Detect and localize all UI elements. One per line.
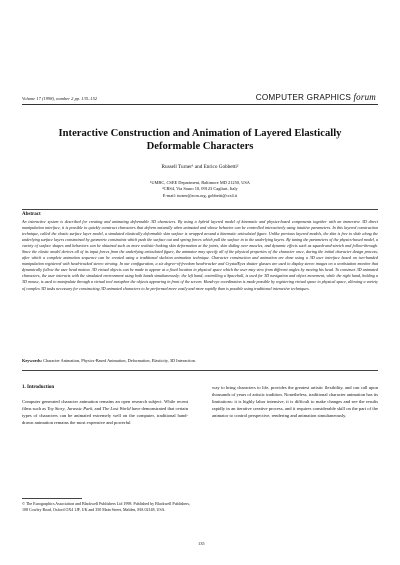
journal-citation: Volume 17 (1998), number 2 pp. 135–152 [22,96,98,101]
journal-name-main: COMPUTER GRAPHICS [255,93,354,102]
film-title-lost-world: The Lost World [102,406,131,412]
author-list: Russell Turner¹ and Enrico Gobbetti² [161,164,239,170]
intro-text-2: , [64,406,67,412]
copyright-footnote: © The Eurographics Association and Blackwell Publishers Ltd 1998. Published by Blackwell Publishers, 108 Cowley Road, Oxford OX4 1JF, UK and 350 Main Street, Malden, MA 02148, USA. [22,501,191,512]
header-rule [22,104,378,105]
intro-paragraph-right: way to bring characters to life, provides the greatest artistic flexibility, and can call upon thousands of years of artistic tradition. Nonetheless, traditional character animation has its limitations: it is highly labor intensive, it is difficult to make changes and see the results rapidly in an iterative creative process, and it requires considerable skill on the part of the animator to control perspective, rendering and animation simultaneously. [212,385,378,419]
section-heading-introduction: 1. Introduction [22,385,55,390]
keywords-text: Character Animation, Physics-Based Animation, Deformation, Elasticity, 3D Interaction. [42,358,196,363]
intro-text-4: have demonstrated that certain types of characters can be animated extremely well on the computer, traditional hand-drawn animation remains the most expensive and powerful [22,406,188,426]
author-emails: E-mail: turner@acm.org, gobbetti@crs4.it [162,192,238,198]
paper-title [30,127,370,153]
journal-name-forum: forum [353,92,376,102]
keywords-label: Keywords: [22,358,43,363]
film-title-jurassic-park: Jurassic Park [66,406,93,412]
abstract-bottom-rule [22,370,378,371]
footnote-rule [22,498,82,499]
page-number: 135 [198,541,205,546]
journal-name [256,92,376,102]
right-column [212,384,378,419]
affiliations [30,180,370,199]
abstract-top-rule [22,209,378,210]
affiliation-1: ¹UMBC, CSEE Department, Baltimore MD 21250, USA [150,180,250,185]
film-title-toy-story: Toy Story [47,406,65,412]
intro-text-1: Computer generated character animation remains an open research subject. While recent films such as [22,399,188,412]
keywords [22,358,378,364]
abstract-body: An interactive system is described for creating and animating deformable 3D characters. By using a hybrid layered model of kinematic and physics-based components together with an immersive 3D direct manipulation interface, it is possible to quickly construct characters that deform naturally when animated and whose behavior can be controlled interactively using intuitive parameters. In this layered construction technique, called the elastic surface layer model, a simulated elastically deformable skin surface is wrapped around a kinematic articulated figure. Unlike previous layered models, the skin is free to slide along the underlying surface layers constrained by geometric constraints which push the surface out and spring forces which pull the surface in to the underlying layers. By tuning the parameters of the physics-based model, a variety of surface shapes and behaviors can be obtained such as more realistic-looking skin deformation at the joints, skin sliding over muscles, and dynamic effects such as squash-and-stretch and follow-through. Since the elastic model derives all of its input forces from the underlying articulated figure, the animator may specify all of the physical properties of the character once, during the initial character design process, after which a complete animation sequence can be created using a traditional skeleton animation technique. Character construction and animation are done using a 3D user interface based on two-handed manipulation registered with head-tracked stereo viewing. In our configuration, a six degree-of-freedom head-tracker and CrystalEyes shutter glasses are used to display stereo images on a workstation monitor that dynamically follow the user head motion. 3D virtual objects can be made to appear at a fixed location in physical space which the user may view from different angles by moving his head. To construct 3D animated characters, the user interacts with the simulated environment using both hands simultaneously: the left hand, controlling a Spaceball, is used for 3D navigation and object movement, while the right hand, holding a 3D mouse, is used to manipulate through a virtual tool metaphor the objects appearing in front of the screen. Hand-eye coordination is made possible by registering virtual space to physical space, allowing a variety of complex 3D tasks necessary for constructing 3D animated characters to be performed more easily and more rapidly than is possible using traditional interactive techniques. [22,219,378,291]
intro-paragraph-left [22,398,188,426]
paper-title-line-2: Deformable Characters [146,141,254,152]
affiliation-2: ²CRS4, Via Sauro 10, 09123 Cagliari, Italy [162,186,238,192]
abstract-heading: Abstract [22,212,41,217]
intro-text-3: , and [92,406,103,412]
paper-title-line-1: Interactive Construction and Animation of Layered Elastically [58,128,342,139]
left-column [22,384,188,426]
